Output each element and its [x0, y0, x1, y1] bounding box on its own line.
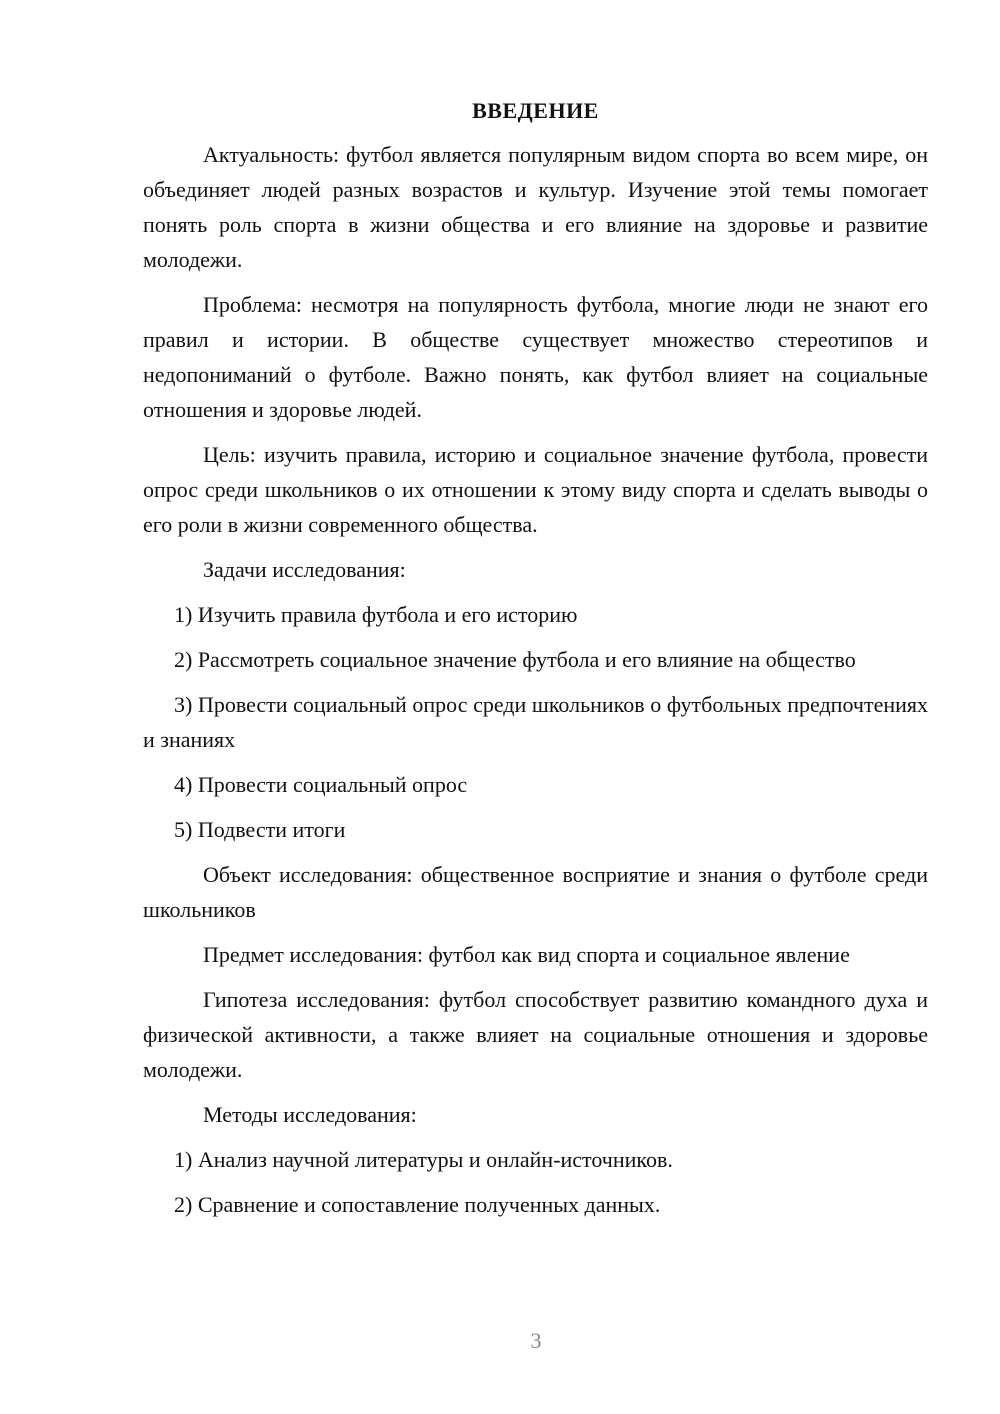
page-content — [143, 96, 928, 1232]
hypothesis-paragraph: Гипотеза исследования: футбол способствует развитию командного духа и физической активности, а также влияет на социальные отношения и здоровье молодежи. — [143, 987, 928, 1082]
task-item: 5) Подвести итоги — [174, 817, 346, 842]
page-number: 3 — [530, 1328, 542, 1353]
goal-paragraph: Цель: изучить правила, историю и социальное значение футбола, провести опрос среди школьников о их отношении к этому виду спорта и сделать выводы о его роли в жизни современного общества. — [143, 442, 928, 537]
methods-heading: Методы исследования: — [203, 1102, 417, 1127]
method-item: 1) Анализ научной литературы и онлайн-источников. — [174, 1147, 673, 1172]
task-item: 2) Рассмотреть социальное значение футбола и его влияние на общество — [174, 647, 856, 672]
object-paragraph: Объект исследования: общественное восприятие и знания о футболе среди школьников — [143, 862, 928, 922]
relevance-paragraph: Актуальность: футбол является популярным видом спорта во всем мире, он объединяет людей разных возрастов и культур. Изучение этой темы помогает понять роль спорта в жизни общества и его влияние на здоровье и развитие молодежи. — [143, 142, 928, 272]
method-item: 2) Сравнение и сопоставление полученных данных. — [174, 1192, 661, 1217]
task-item: 3) Провести социальный опрос среди школьников о футбольных предпочтениях и знаниях — [143, 692, 928, 752]
problem-paragraph: Проблема: несмотря на популярность футбола, многие люди не знают его правил и истории. В обществе существует множество стереотипов и недопониманий о футболе. Важно понять, как футбол влияет на социальные отношения и здоровье людей. — [143, 292, 928, 422]
page-title: ВВЕДЕНИЕ — [472, 98, 599, 123]
tasks-heading: Задачи исследования: — [203, 557, 406, 582]
task-item: 1) Изучить правила футбола и его историю — [174, 602, 578, 627]
task-item: 4) Провести социальный опрос — [174, 772, 468, 797]
subject-paragraph: Предмет исследования: футбол как вид спорта и социальное явление — [203, 942, 850, 967]
